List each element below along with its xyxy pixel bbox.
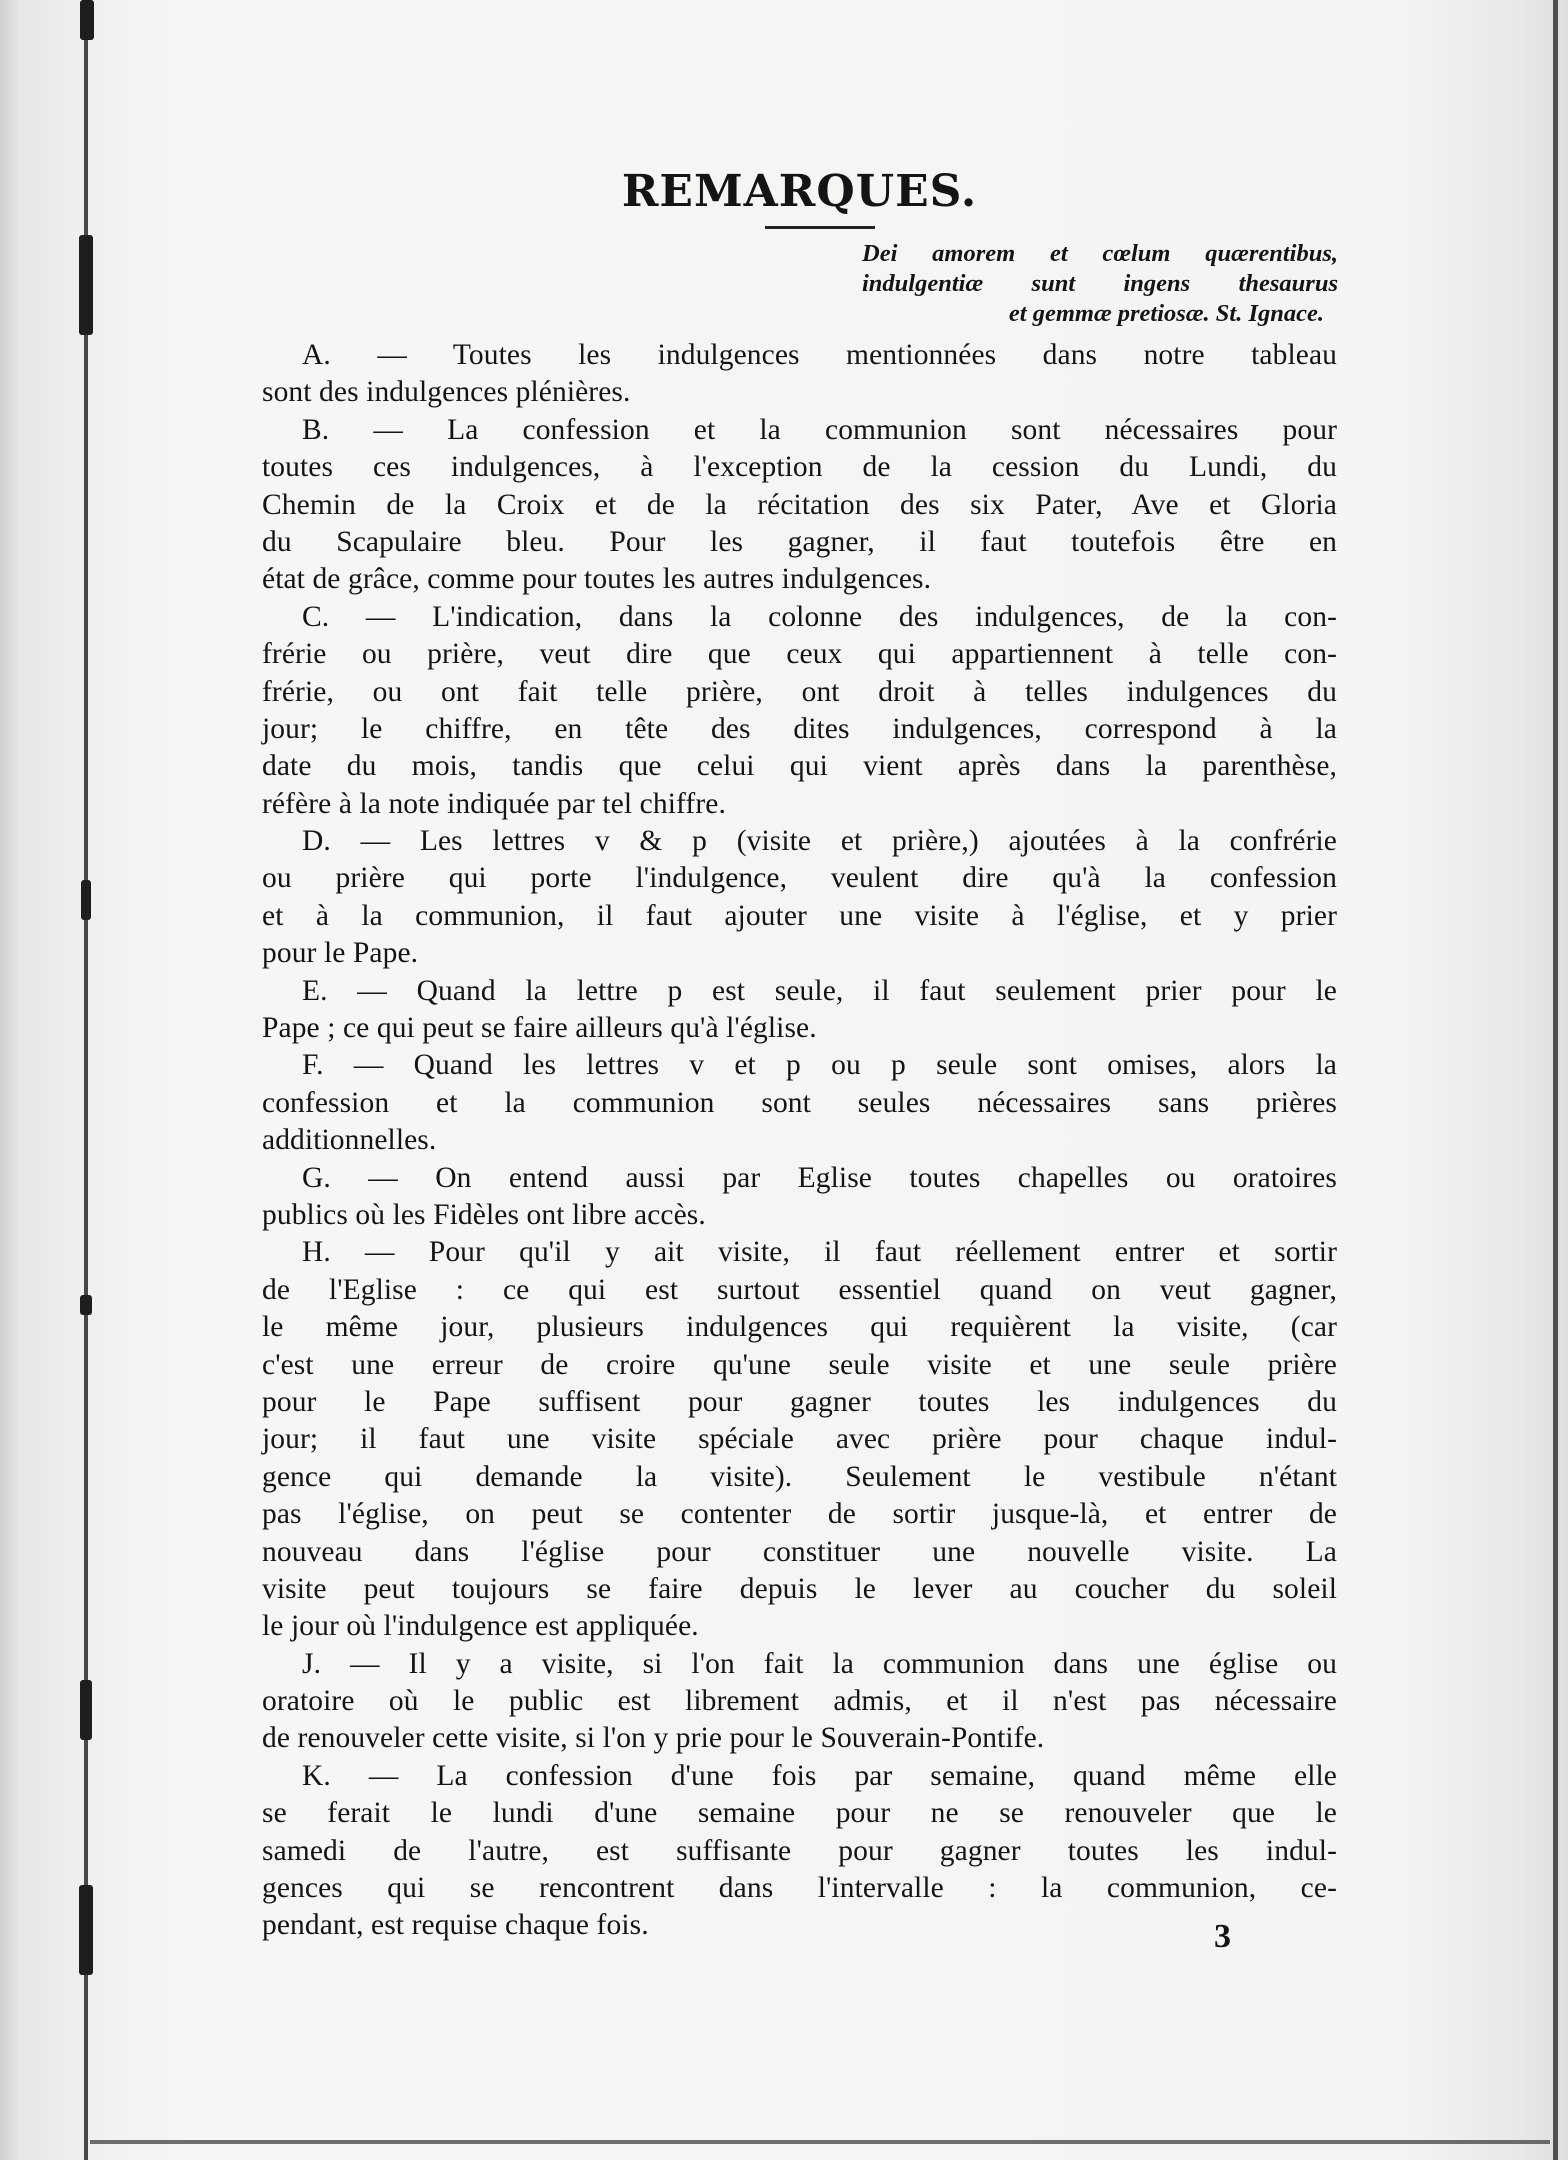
remark-paragraph-b <box>262 412 1337 599</box>
paragraph-line: samedi de l'autre, est suffisante pour gagner toutes les indul- <box>262 1834 1337 1867</box>
paragraph-line: toutes ces indulgences, à l'exception de la cession du Lundi, du <box>262 451 1337 484</box>
paragraph-line: frérie ou prière, veut dire que ceux qui appartiennent à telle con- <box>262 638 1337 671</box>
paragraph-line: J. — Il y a visite, si l'on fait la communion dans une église ou <box>302 1647 1337 1680</box>
paragraph-line: pendant, est requise chaque fois. <box>262 1909 649 1942</box>
title-underline <box>765 226 875 229</box>
paragraph-line: de renouveler cette visite, si l'on y prie pour le Souverain-Pontife. <box>262 1722 1045 1755</box>
paragraph-line: jour; le chiffre, en tête des dites indulgences, correspond à la <box>262 712 1337 745</box>
binding-mark <box>80 1680 92 1740</box>
paragraph-line: pour le Pape suffisent pour gagner toutes les indulgences du <box>262 1385 1337 1418</box>
paragraph-line: du Scapulaire bleu. Pour les gagner, il faut toutefois être en <box>262 525 1337 558</box>
page-title: REMARQUES. <box>621 166 978 217</box>
page-right-edge <box>1553 0 1558 2160</box>
binding-mark <box>79 1885 93 1975</box>
epigraph-line: indulgentiæ sunt ingens thesaurus <box>862 270 1338 297</box>
remark-paragraph-e <box>262 973 1337 1048</box>
epigraph-line: Dei amorem et cœlum quærentibus, <box>862 240 1338 267</box>
paragraph-line: date du mois, tandis que celui qui vient après dans la parenthèse, <box>262 750 1337 783</box>
paragraph-line: C. — L'indication, dans la colonne des indulgences, de la con- <box>302 600 1337 633</box>
paragraph-line: B. — La confession et la communion sont nécessaires pour <box>302 413 1337 446</box>
paragraph-line: se ferait le lundi d'une semaine pour ne se renouveler que le <box>262 1797 1337 1830</box>
remark-paragraph-f <box>262 1047 1337 1159</box>
remark-paragraph-h <box>262 1234 1337 1645</box>
paragraph-line: réfère à la note indiquée par tel chiffre. <box>262 787 726 820</box>
paragraph-line: F. — Quand les lettres v et p ou p seule sont omises, alors la <box>302 1049 1337 1082</box>
paragraph-line: pour le Pape. <box>262 937 419 970</box>
paragraph-line: G. — On entend aussi par Eglise toutes chapelles ou oratoires <box>302 1161 1337 1194</box>
page-bottom-edge <box>90 2140 1550 2144</box>
paragraph-line: état de grâce, comme pour toutes les autres indulgences. <box>262 563 932 596</box>
paragraph-line: frérie, ou ont fait telle prière, ont droit à telles indulgences du <box>262 675 1337 708</box>
paragraph-line: le jour où l'indulgence est appliquée. <box>262 1610 699 1643</box>
paragraph-line: H. — Pour qu'il y ait visite, il faut réellement entrer et sortir <box>302 1236 1337 1269</box>
paragraph-line: de l'Eglise : ce qui est surtout essentiel quand on veut gagner, <box>262 1273 1337 1306</box>
paragraph-line: oratoire où le public est librement admis, et il n'est pas nécessaire <box>262 1685 1337 1718</box>
epigraph <box>862 239 1338 329</box>
paragraph-line: publics où les Fidèles ont libre accès. <box>262 1198 706 1231</box>
paragraph-line: A. — Toutes les indulgences mentionnées dans notre tableau <box>302 339 1337 371</box>
paragraph-line: E. — Quand la lettre p est seule, il faut seulement prier pour le <box>302 974 1337 1007</box>
remark-paragraph-a <box>262 337 1337 412</box>
remark-paragraph-k <box>262 1758 1337 1945</box>
paragraph-line: nouveau dans l'église pour constituer une nouvelle visite. La <box>262 1535 1337 1568</box>
paragraph-line: sont des indulgences plénières. <box>262 376 631 409</box>
paragraph-line: Chemin de la Croix et de la récitation des six Pater, Ave et Gloria <box>262 488 1337 521</box>
paragraph-line: ou prière qui porte l'indulgence, veulent dire qu'à la confession <box>262 862 1337 895</box>
binding-mark <box>80 300 92 318</box>
paragraph-line: le même jour, plusieurs indulgences qui requièrent la visite, (car <box>262 1311 1337 1344</box>
binding-mark <box>80 1295 92 1315</box>
paragraph-line: et à la communion, il faut ajouter une visite à l'église, et y prier <box>262 899 1337 932</box>
binding-mark <box>79 235 93 335</box>
epigraph-line: et gemmæ pretiosæ. St. Ignace. <box>1008 300 1324 327</box>
paragraph-line: K. — La confession d'une fois par semaine, quand même elle <box>302 1759 1337 1792</box>
paragraph-line: jour; il faut une visite spéciale avec prière pour chaque indul- <box>262 1423 1337 1456</box>
remark-paragraph-j <box>262 1646 1337 1758</box>
document-page <box>262 150 1337 1945</box>
paragraph-line: gence qui demande la visite). Seulement le vestibule n'étant <box>262 1460 1337 1493</box>
remark-paragraph-c <box>262 599 1337 823</box>
remarks-body <box>262 337 1337 1945</box>
paragraph-line: D. — Les lettres v & p (visite et prière,) ajoutées à la confrérie <box>302 825 1337 858</box>
binding-mark <box>81 880 91 920</box>
paragraph-line: c'est une erreur de croire qu'une seule visite et une seule prière <box>262 1348 1337 1381</box>
binding-mark <box>80 0 94 40</box>
paragraph-line: pas l'église, on peut se contenter de sortir jusque-là, et entrer de <box>262 1498 1337 1531</box>
paragraph-line: confession et la communion sont seules nécessaires sans prières <box>262 1086 1337 1119</box>
page-number: 3 <box>1214 1918 1231 1955</box>
remark-paragraph-g <box>262 1160 1337 1235</box>
paragraph-line: Pape ; ce qui peut se faire ailleurs qu'à l'église. <box>262 1012 817 1045</box>
paragraph-line: additionnelles. <box>262 1124 437 1157</box>
page-left-margin-shadow <box>0 0 115 2160</box>
remark-paragraph-d <box>262 823 1337 973</box>
paragraph-line: gences qui se rencontrent dans l'intervalle : la communion, ce- <box>262 1872 1337 1905</box>
paragraph-line: visite peut toujours se faire depuis le lever au coucher du soleil <box>262 1572 1337 1605</box>
